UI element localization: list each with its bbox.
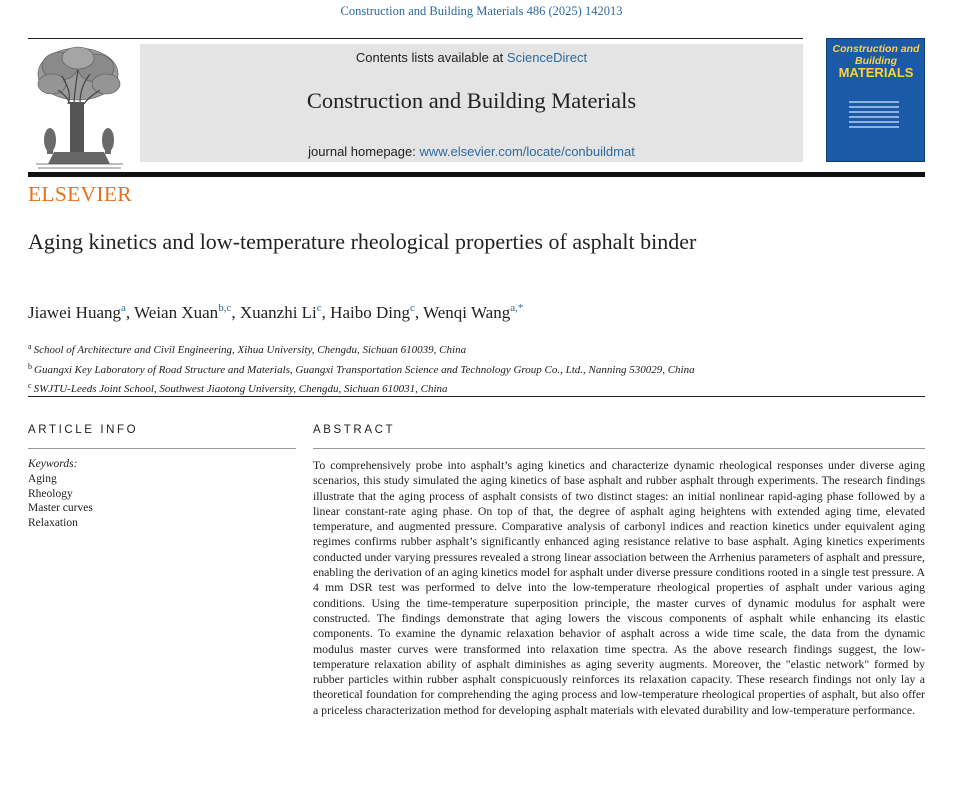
author-list (28, 302, 523, 323)
keyword-item: Relaxation (28, 517, 78, 530)
affiliation-item (28, 359, 695, 379)
section-divider (28, 396, 925, 397)
affiliation-text: Guangxi Key Laboratory of Road Structure and Materials, Guangxi Transportation Science and Technology Group Co., Ltd., Nanning 530029, China (34, 363, 695, 376)
journal-banner (140, 44, 803, 162)
article-info-heading: ARTICLE INFO (28, 424, 139, 436)
keyword-item: Rheology (28, 487, 73, 500)
contents-line (140, 50, 803, 65)
homepage-line (140, 144, 803, 159)
keywords-block (28, 457, 93, 531)
elsevier-tree-icon (28, 44, 131, 178)
abstract-rule (313, 448, 925, 449)
author-2-name[interactable]: Weian Xuan (134, 303, 219, 322)
abstract-text: To comprehensively probe into asphalt’s aging kinetics and characterize dynamic rheological responses under diverse aging scenarios, this study simulated the aging kinetics of base asphalt and rubber asphalt through experiments. The research findings illustrate that the aging process of asphalt consists of two distinct stages: an initial nonlinear rapid-aging phase followed by a linear constant-rate aging phase. On top of that, the degree of asphalt aging heightens with extended aging time, elevated temperature, and augmented pressure. Comparative analysis of carbonyl indices and reaction kinetics under equivalent aging regimes confirms rubber asphalt’s significantly enhanced aging resistance relative to base asphalt. Aging kinetics experiments conducted under varying pressures revealed a strong linear association between the Arrhenius parameters of asphalt and pressure, enabling the derivation of an aging kinetics model for asphalt under diverse pressure conditions rooted in a single test pressure. A 4 mm DSR test was performed to delve into the low-temperature rheological properties of asphalt under various aging conditions. Using the time-temperature superposition principle, the master curves of dynamic modulus for asphalt were constructed. The findings demonstrate that aging lowers the viscous components of asphalt while enhancing its elastic components. To examine the dynamic relaxation behavior of asphalt across a wide time scale, the data from the dynamic modulus master curves were transformed into relaxation time spectra. As the above research findings suggest, the low-temperature relaxation ability of asphalt diminishes as aging severity augments. Moreover, the "elastic network" formed by rubber particles within rubber asphalt conspicuously reinforces its relaxation capacity. These research findings not only lay a theoretical foundation for comprehending the aging process and low-temperature rheological properties of asphalt, but also offer a priceless characterization method for developing asphalt materials with elevated durability and low-temperature performance. (313, 458, 925, 717)
affiliation-text: School of Architecture and Civil Engineering, Xihua University, Chengdu, Sichuan 610039, China (33, 344, 467, 356)
author-separator: , (414, 303, 424, 322)
affiliation-mark: c (28, 381, 32, 390)
keywords-label: Keywords: (28, 458, 78, 470)
author-3-affil-mark[interactable]: c (316, 302, 322, 314)
journal-homepage-link[interactable]: www.elsevier.com/locate/conbuildmat (419, 144, 635, 159)
keyword-item: Master curves (28, 502, 93, 515)
cover-title (830, 43, 922, 79)
author-separator: , (125, 303, 135, 322)
affiliation-item (28, 339, 695, 359)
author-1-affil-mark[interactable]: a (121, 302, 126, 314)
affiliation-item (28, 378, 695, 398)
author-4-affil-mark[interactable]: c (409, 302, 415, 314)
cover-title-line1: Construction and Building (832, 43, 920, 67)
elsevier-logo[interactable] (28, 44, 132, 206)
journal-citation[interactable]: Construction and Building Materials 486 (2025) 142013 (340, 4, 623, 18)
journal-title[interactable]: Construction and Building Materials (306, 88, 637, 113)
contents-prefix: Contents lists available at (355, 50, 507, 65)
author-separator: , (321, 303, 331, 322)
journal-cover[interactable] (826, 38, 925, 162)
article-info-rule (28, 448, 296, 449)
header-rule (28, 38, 803, 39)
affiliation-text: SWJTU-Leeds Joint School, Southwest Jiaotong University, Chengdu, Sichuan 610031, China (33, 383, 448, 395)
affiliation-mark: a (28, 342, 32, 351)
author-5-affil-mark[interactable]: a,* (510, 302, 524, 314)
header-thick-rule (28, 172, 925, 177)
affiliation-mark: b (28, 361, 32, 371)
article-title: Aging kinetics and low-temperature rheological properties of asphalt binder (28, 229, 697, 254)
author-2-affil-mark[interactable]: b,c (218, 302, 232, 314)
author-1-name[interactable]: Jiawei Huang (28, 303, 122, 322)
author-5-name[interactable]: Wenqi Wang (423, 303, 511, 322)
author-separator: , (231, 303, 240, 322)
cover-text-lines (849, 101, 899, 131)
elsevier-wordmark: ELSEVIER (28, 182, 132, 206)
keyword-item: Aging (28, 472, 57, 485)
cover-title-line2: MATERIALS (838, 65, 914, 80)
author-4-name[interactable]: Haibo Ding (330, 303, 410, 322)
affiliation-list (28, 339, 695, 398)
sciencedirect-link[interactable]: ScienceDirect (506, 50, 588, 65)
abstract-heading: ABSTRACT (313, 424, 396, 436)
author-3-name[interactable]: Xuanzhi Li (239, 303, 317, 322)
homepage-prefix: journal homepage: (308, 144, 420, 159)
